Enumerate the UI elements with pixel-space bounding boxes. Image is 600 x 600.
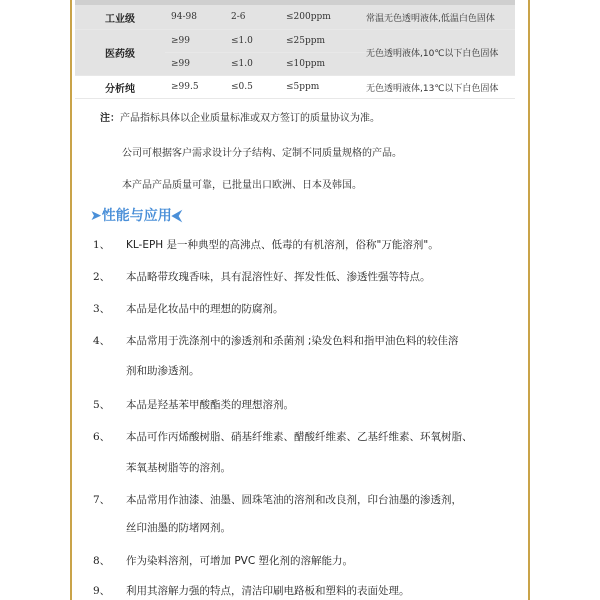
color-cell: ≤1.0 — [231, 53, 286, 76]
purity-cell: ≥99.5 — [165, 76, 231, 99]
list-item-continuation: 丝印油墨的防堵网剂。 — [126, 522, 231, 534]
quality-note — [100, 109, 380, 124]
item-number: 2、 — [93, 271, 111, 283]
color-cell: ≤1.0 — [231, 30, 286, 53]
item-number: 5、 — [93, 399, 111, 411]
water-cell: ≤200ppm — [286, 5, 366, 30]
item-number: 7、 — [93, 494, 111, 506]
spec-table — [75, 5, 515, 99]
table-row — [75, 76, 515, 99]
water-cell: ≤5ppm — [286, 76, 366, 99]
list-item: 本品可作丙烯酸树脂、硝基纤维素、醋酸纤维素、乙基纤维素、环氧树脂、 — [126, 431, 473, 443]
list-item: 本品是化妆品中的理想的防腐剂。 — [126, 303, 284, 315]
section-title: ➤性能与应用⮜ — [90, 208, 182, 224]
list-item: 利用其溶解力强的特点，清洁印刷电路板和塑料的表面处理。 — [126, 585, 410, 597]
appearance-cell: 无色透明液体,10℃以下白色固体 — [366, 30, 515, 76]
table-row — [75, 30, 515, 53]
appearance-cell: 常温无色透明液体,低温白色固体 — [366, 5, 515, 30]
grade-cell: 分析纯 — [75, 76, 165, 99]
note-text: 产品指标具体以企业质量标准或双方签订的质量协议为准。 — [120, 113, 380, 124]
water-cell: ≤10ppm — [286, 53, 366, 76]
table-row — [75, 5, 515, 30]
grade-cell: 工业级 — [75, 5, 165, 30]
grade-cell: 医药级 — [75, 30, 165, 76]
item-number: 3、 — [93, 303, 111, 315]
list-item: KL-EPH 是一种典型的高沸点、低毒的有机溶剂，俗称"万能溶剂"。 — [126, 239, 439, 251]
list-item: 本品常用作油漆、油墨、圆珠笔油的溶剂和改良剂，印台油墨的渗透剂， — [126, 494, 462, 506]
export-paragraph: 本产品产品质量可靠，已批量出口欧洲、日本及韩国。 — [122, 180, 362, 191]
list-item: 作为染料溶剂，可增加 PVC 塑化剂的溶解能力。 — [126, 555, 354, 567]
item-number: 4、 — [93, 335, 111, 347]
list-item: 本品常用于洗涤剂中的渗透剂和杀菌剂 ;染发色料和指甲油色料的较佳溶 — [126, 335, 459, 347]
water-cell: ≤25ppm — [286, 30, 366, 53]
list-item: 本品略带玫瑰香味，具有混溶性好、挥发性低、渗透性强等特点。 — [126, 271, 431, 283]
appearance-cell: 无色透明液体,13℃以下白色固体 — [366, 76, 515, 99]
purity-cell: ≥99 — [165, 30, 231, 53]
item-number: 8、 — [93, 555, 111, 567]
item-number: 9、 — [93, 585, 111, 597]
item-number: 6、 — [93, 431, 111, 443]
list-item: 本品是羟基苯甲酸酯类的理想溶剂。 — [126, 399, 294, 411]
purity-cell: ≥99 — [165, 53, 231, 76]
list-item-continuation: 苯氧基树脂等的溶剂。 — [126, 462, 231, 474]
color-cell: ≤0.5 — [231, 76, 286, 99]
customization-paragraph: 公司可根据客户需求设计分子结构、定制不同质量规格的产品。 — [122, 148, 402, 159]
color-cell: 2-6 — [231, 5, 286, 30]
item-number: 1、 — [93, 239, 111, 251]
note-label: 注： — [100, 113, 120, 124]
list-item-continuation: 剂和助渗透剂。 — [126, 365, 200, 377]
purity-cell: 94-98 — [165, 5, 231, 30]
